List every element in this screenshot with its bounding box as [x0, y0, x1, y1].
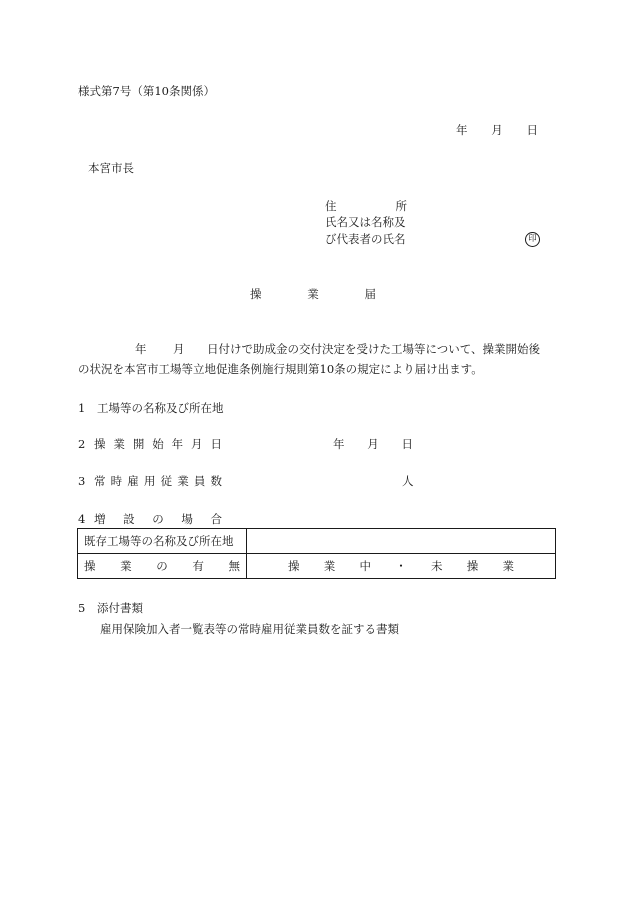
operation-status-value-chars: [253, 558, 549, 574]
document-title: [250, 287, 376, 301]
operation-status-options[interactable]: [247, 554, 556, 579]
item-2-month: 月: [367, 437, 379, 451]
item-5-label: 添付書類: [96, 601, 143, 615]
item-5-detail: 雇用保険加入者一覧表等の常時雇用従業員数を証する書類: [100, 622, 399, 636]
item-4-number: 4: [78, 512, 86, 526]
body-year: 年: [135, 342, 147, 356]
item-2-number: 2: [78, 437, 86, 451]
item-3-number: 3: [78, 474, 86, 488]
item-3-char: 員: [193, 474, 206, 488]
item-4-char: の: [152, 512, 164, 526]
item-2-label: [94, 437, 222, 451]
title-char: 届: [364, 287, 376, 301]
seal-mark: 印: [525, 232, 540, 247]
applicant-address-label: [325, 199, 407, 213]
item-1-label: 工場等の名称及び所在地: [96, 401, 224, 415]
item-2-char: 年: [171, 437, 184, 451]
item-4-char: 設: [123, 512, 135, 526]
existing-factory-label: 既存工場等の名称及び所在地: [78, 529, 247, 554]
item-1-number: 1: [78, 401, 86, 415]
item-3-char: 用: [143, 474, 156, 488]
form-number: 様式第7号（第10条関係）: [78, 84, 215, 98]
table-row: [78, 529, 556, 554]
status-value-char: ・: [395, 559, 407, 573]
applicant-name-label-line2: び代表者の氏名: [325, 232, 406, 246]
item-2-day: 日: [401, 437, 413, 451]
date-month: 月: [491, 123, 503, 137]
item-2-char: 始: [152, 437, 164, 451]
title-char: 業: [307, 287, 319, 301]
address-char: 所: [395, 199, 407, 213]
submission-date: [456, 123, 538, 137]
date-year: 年: [456, 123, 468, 137]
status-value-char: 操: [288, 559, 300, 573]
item-5-number: 5: [78, 601, 86, 615]
item-2-char: 月: [191, 437, 203, 451]
address-char: 住: [325, 199, 337, 213]
status-label-char: 無: [228, 559, 240, 573]
applicant-name-label-line1: 氏名又は名称及: [325, 215, 406, 229]
status-value-char: 操: [466, 559, 479, 573]
body-line-1: [78, 339, 556, 359]
item-2-char: 業: [113, 437, 125, 451]
item-5: [78, 601, 143, 615]
status-label-char: の: [156, 559, 168, 573]
body-line-2: の状況を本宮市工場等立地促進条例施行規則第10条の規定により届け出ます。: [78, 362, 483, 376]
item-3-char: 時: [110, 474, 123, 488]
body-paragraph: [78, 339, 556, 379]
status-value-char: 業: [502, 559, 514, 573]
item-2-char: 日: [210, 437, 222, 451]
item-3-char: 雇: [127, 474, 139, 488]
item-2-char: 操: [94, 437, 106, 451]
status-label-char: 業: [120, 559, 132, 573]
item-3-char: 従: [160, 474, 173, 488]
item-3-label: [94, 474, 222, 488]
status-label-char: 操: [84, 559, 96, 573]
item-3-char: 数: [210, 474, 222, 488]
expansion-table: [77, 528, 556, 579]
item-3-char: 業: [177, 474, 189, 488]
status-value-char: 業: [323, 559, 336, 573]
item-1: [78, 401, 223, 415]
operation-status-label: [78, 554, 247, 579]
body-month: 月: [173, 342, 185, 356]
item-2-date: [333, 437, 413, 451]
status-label-char: 有: [192, 559, 204, 573]
status-value-char: 未: [431, 559, 443, 573]
item-4-label: [94, 512, 222, 526]
title-char: 操: [250, 287, 262, 301]
existing-factory-value[interactable]: [247, 529, 556, 554]
item-2-char: 開: [132, 437, 145, 451]
operation-status-label-chars: [84, 558, 240, 574]
item-3-unit: 人: [402, 474, 414, 488]
item-3-char: 常: [94, 474, 106, 488]
addressee: 本宮市長: [88, 161, 134, 175]
date-day: 日: [526, 123, 538, 137]
table-row: [78, 554, 556, 579]
item-4-char: 合: [210, 512, 222, 526]
status-value-char: 中: [359, 559, 371, 573]
item-4-char: 増: [94, 512, 106, 526]
item-4-char: 場: [181, 512, 193, 526]
item-2-year: 年: [333, 437, 345, 451]
body-text-line1: 日付けで助成金の交付決定を受けた工場等について、操業開始後: [207, 342, 541, 356]
